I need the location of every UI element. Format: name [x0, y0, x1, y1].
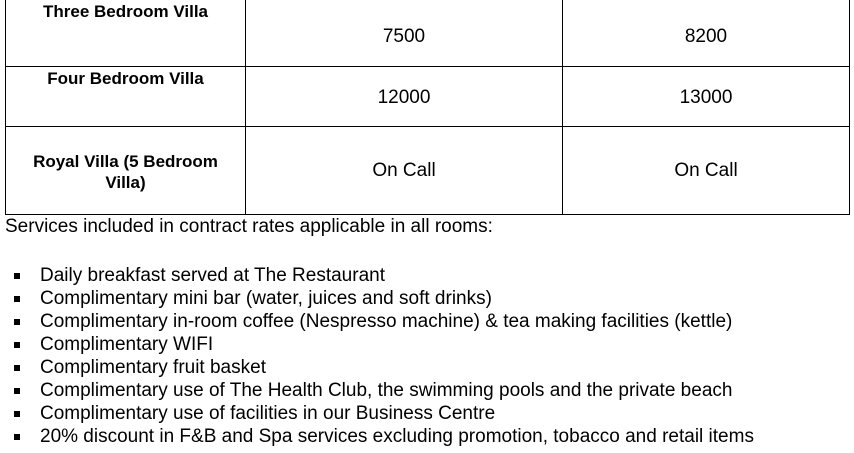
rate-cell: 7500 [246, 0, 563, 67]
service-item-text: Complimentary mini bar (water, juices and soft drinks) [40, 288, 492, 309]
square-bullet-icon [14, 411, 20, 417]
square-bullet-icon [14, 296, 20, 302]
table-row [6, 127, 850, 215]
service-item-text: Daily breakfast served at The Restaurant [40, 265, 385, 286]
rate-cell: 12000 [246, 67, 563, 127]
room-type-cell [6, 67, 246, 127]
room-type-cell [6, 0, 246, 67]
square-bullet-icon [14, 365, 20, 371]
rate-cell: 8200 [563, 0, 850, 67]
table-row [6, 67, 850, 127]
service-item-text: Complimentary WIFI [40, 334, 214, 355]
square-bullet-icon [14, 273, 20, 279]
square-bullet-icon [14, 342, 20, 348]
villa-rates-table [5, 0, 850, 215]
rate-cell: On Call [246, 127, 563, 215]
service-item-text: Complimentary fruit basket [40, 357, 266, 378]
service-item-text: Complimentary use of facilities in our Business Centre [40, 403, 496, 424]
services-intro-text: Services included in contract rates applicable in all rooms: [5, 216, 493, 237]
room-type-cell [6, 127, 246, 215]
room-type-label: Royal Villa (5 Bedroom Villa) [33, 151, 218, 192]
room-type-label: Four Bedroom Villa [47, 69, 204, 88]
service-item-text: 20% discount in F&B and Spa services excluding promotion, tobacco and retail items [40, 426, 754, 447]
table-row [6, 0, 850, 67]
square-bullet-icon [14, 388, 20, 394]
square-bullet-icon [14, 319, 20, 325]
service-item-text: Complimentary use of The Health Club, the swimming pools and the private beach [40, 380, 733, 401]
rate-cell: On Call [563, 127, 850, 215]
room-type-label: Three Bedroom Villa [42, 2, 208, 21]
service-item-text: Complimentary in-room coffee (Nespresso machine) & tea making facilities (kettle) [40, 311, 733, 332]
square-bullet-icon [14, 434, 20, 440]
rate-cell: 13000 [563, 67, 850, 127]
